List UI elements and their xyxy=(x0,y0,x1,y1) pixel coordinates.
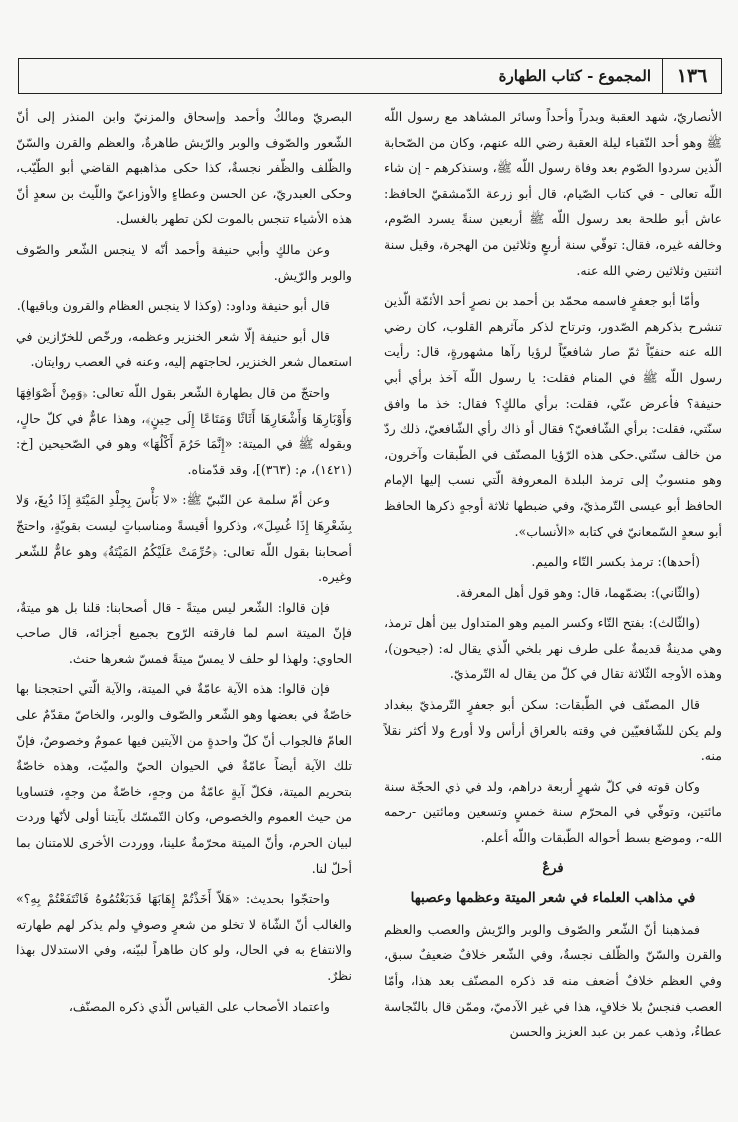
right-column xyxy=(384,104,722,1050)
paragraph: فمذهبنا أنّ الشّعر والصّوف والوبر والرّيش والعصب والعظم والقرن والسّنّ والظّلف نجسةٌ، وفي الشّعر خلافٌ ضعيفٌ سبق، وفي العظم خلافٌ أضعف منه قد ذكره المصنّف بعد هذا، وأمّا العصب فنجسٌ بلا خلافٍ، هذا في غير الآدميّ، وممّن قال بالنّجاسة عطاءٌ، وذهب عمر بن عبد العزيز والحسن xyxy=(384,921,722,1040)
running-title: المجموع - كتاب الطهارة xyxy=(498,67,651,85)
paragraph: (والثّالث): بفتح التّاء وكسر الميم وهو المتداول بين أهل ترمذ، وهي مدينةٌ قديمةٌ على طرف نهر بلخي الّذي يقال له: (جيحون)، وهذه الأوجه الثّلاثة تقال في كلّ من يقال له التّرمذيّ. xyxy=(384,615,722,682)
paragraph: (والثّاني): بضمّهما، قال: وهو قول أهل المعرفة. xyxy=(455,584,700,600)
branch-label: فرعٌ xyxy=(542,860,564,876)
page-header xyxy=(18,58,722,94)
paragraph: واحتجّ من قال بطهارة الشّعر بقول اللّه تعالى: ﴿وَمِنْ أَصْوَافِهَا وَأَوْبَارِهَا وَأَشْعَارِهَا أَثَاثًا وَمَتَاعًا إِلَى حِينٍ﴾، وهذا عامٌّ في كلّ حالٍ، وبقوله ﷺ في الميتة: «إِنَّمَا حَرُمَ أَكْلُهَا» وهو في الصّحيحين [خ: (١٤٢١)، م: (٣٦٣)]، وقد قدّمناه. xyxy=(16,384,352,477)
paragraph: واحتجّوا بحديث: «هَلاّ أَخَذْتُمْ إِهَابَهَا فَدَبَغْتُمُوهُ فَانْتَفَعْتُمْ بِهِ؟» والغالب أنّ الشّاة لا تخلو من شعرٍ وصوفٍ ولم يذكر لهم طهارته والانتفاع به في الحال، ولو كان طاهراً لبيّنه، وفي الاستدلال بهذا نظرٌ. xyxy=(16,891,352,983)
paragraph: قال المصنّف في الطّبقات: سكن أبو جعفرٍ التّرمذيّ ببغداد ولم يكن للشّافعيّين في وقته بالعراق أرأس ولا أورع ولا أكثر نقلاً منه. xyxy=(384,697,722,764)
page-number: ١٣٦ xyxy=(662,59,721,93)
left-column xyxy=(16,104,352,1024)
paragraph: وعن مالكٍ وأبي حنيفة وأحمد أنّه لا ينجس الشّعر والصّوف والوبر والرّيش. xyxy=(16,241,352,283)
paragraph: قال أبو حنيفة إلّا شعر الخنزير وعظمه، ورخّص للخرّازين في استعمال شعر الخنزير، لحاجتهم إليه، وعنه في العصب روايتان. xyxy=(16,328,352,370)
paragraph: وعن أمّ سلمة عن النّبيّ ﷺ: «لا بَأْسَ بِجِلْدِ المَيْتَةِ إِذَا دُبِغَ، وَلا بِشَعْرِهَا إِذَا غُسِلَ»، وذكروا أقيسةً ومناسباتٍ ليست بقويّةٍ، واحتجّ أصحابنا بقول اللّه تعالى: ﴿حُرِّمَتْ عَلَيْكُمُ المَيْتَةُ﴾ وهو عامٌّ للشّعر وغيره. xyxy=(16,492,352,585)
paragraph: فإن قالوا: هذه الآية عامّةٌ في الميتة، والآية الّتي احتججنا بها خاصّةٌ في بعضها وهو الشّعر والصّوف والوبر، والخاصّ مقدّمٌ على العامّ فالجواب أنّ كلّ واحدةٍ من الآيتين فيها عمومٌ وخصوصٌ، فإنّ تلك الآية أيضاً عامّةٌ في الحيوان الحيّ والميّت، وهذه خاصّةٌ بتحريم الميتة، فكلّ آيةٍ عامّةٌ من وجهٍ، خاصّةٌ من وجهٍ، فتساويا من حيث العموم والخصوص، وكان التّمسّك بآيتنا أولى لأنّها وردت لبيان الحرم، وأنّ الميتة محرّمةٌ علينا، ووردت الأخرى للامتنان بما أحلّ لنا. xyxy=(16,681,352,876)
paragraph: فإن قالوا: الشّعر ليس ميتةً - قال أصحابنا: قلنا بل هو ميتةٌ، فإنّ الميتة اسم لما فارقته الرّوح بجميع أجزائه، قال صاحب الحاوي: ولهذا لو حلف لا يمسّ ميتةً فمسّ شعرها حنث. xyxy=(16,599,352,666)
paragraph: (أحدها): ترمذ بكسر التّاء والميم. xyxy=(531,554,700,570)
paragraph: قال أبو حنيفة وداود: (وكذا لا ينجس العظام والقرون وباقيها). xyxy=(16,298,330,314)
paragraph: واعتماد الأصحاب على القياس الّذي ذكره المصنّف، xyxy=(68,998,330,1014)
paragraph: الأنصاريّ، شهد العقبة وبدراً وأحداً وسائر المشاهد مع رسول اللّه ﷺ وهو أحد النّقباء ليلة العقبة رضي الله عنهم، وكان من الصّحابة الّذين سردوا الصّوم بعد وفاة رسول اللّه ﷺ، وسنذكرهم - إن شاء اللّه تعالى - في كتاب الصّيام، قال أبو زرعة الدّمشقيّ الحافظ: عاش أبو طلحة بعد رسول اللّه ﷺ أربعين سنةً يسرد الصّوم، وخالفه غيره، فقال: توفّي سنة أربعٍ وثلاثين من الهجرة، وقيل سنة اثنتين وثلاثين رضي الله عنه. xyxy=(384,109,722,278)
section-heading: في مذاهب العلماء في شعر الميتة وعظمها وعصبها xyxy=(410,890,696,907)
paragraph: وكان قوته في كلّ شهرٍ أربعة دراهم، ولد في ذي الحجّة سنة مائتين، وتوفّي في المحرّم سنة خمسٍ وتسعين ومائتين -رحمه الله-، وموضع بسط أحواله الطّبقات واللّه أعلم. xyxy=(384,778,722,846)
paragraph: البصريّ ومالكٌ وأحمد وإسحاق والمزنيّ وابن المنذر إلى أنّ الشّعور والصّوف والوبر والرّيش طاهرةٌ، والعظم والقرن والسّنّ والظّلف والظّفر نجسةٌ، كذا حكى مذاهبهم القاضي أبو الطّيّب، وحكى العبدريّ، عن الحسن وعطاءٍ والأوزاعيّ واللّيث بن سعدٍ أنّ هذه الأشياء تنجس بالموت لكن تطهر بالغسل. xyxy=(16,109,352,227)
paragraph: وأمّا أبو جعفرٍ فاسمه محمّد بن أحمد بن نصرٍ أحد الأئمّة الّذين تنشرح بذكرهم الصّدور، وترتاح لذكر مآثرهم القلوب، كان رضي الله عنه حنفيّاً ثمّ صار شافعيّاً لرؤيا رآها مشهورةٍ، قال: رأيت رسول اللّه ﷺ في المنام فقلت: يا رسول اللّه آخذ برأي أبي حنيفة؟ فأعرض عنّي، فقلت: برأي مالكٍ؟ فقال: خذ ما وافق سنّتي، فقلت: برأي الشّافعيّ؟ فقال أو ذاك رأي الشّافعيّ، ذلك ردّ من خالف سنّتي.حكى هذه الرّؤيا المصنّف في الطّبقات وآخرون، وهو منسوبٌ إلى ترمذ البلدة المعروفة الّتي نسب إليها الإمام الحافظ أبو عيسى التّرمذيّ، وفي ضبطها ثلاثة أوجهٍ ذكرها الحافظ أبو سعدٍ السّمعانيّ في كتابه «الأنساب». xyxy=(384,293,722,539)
